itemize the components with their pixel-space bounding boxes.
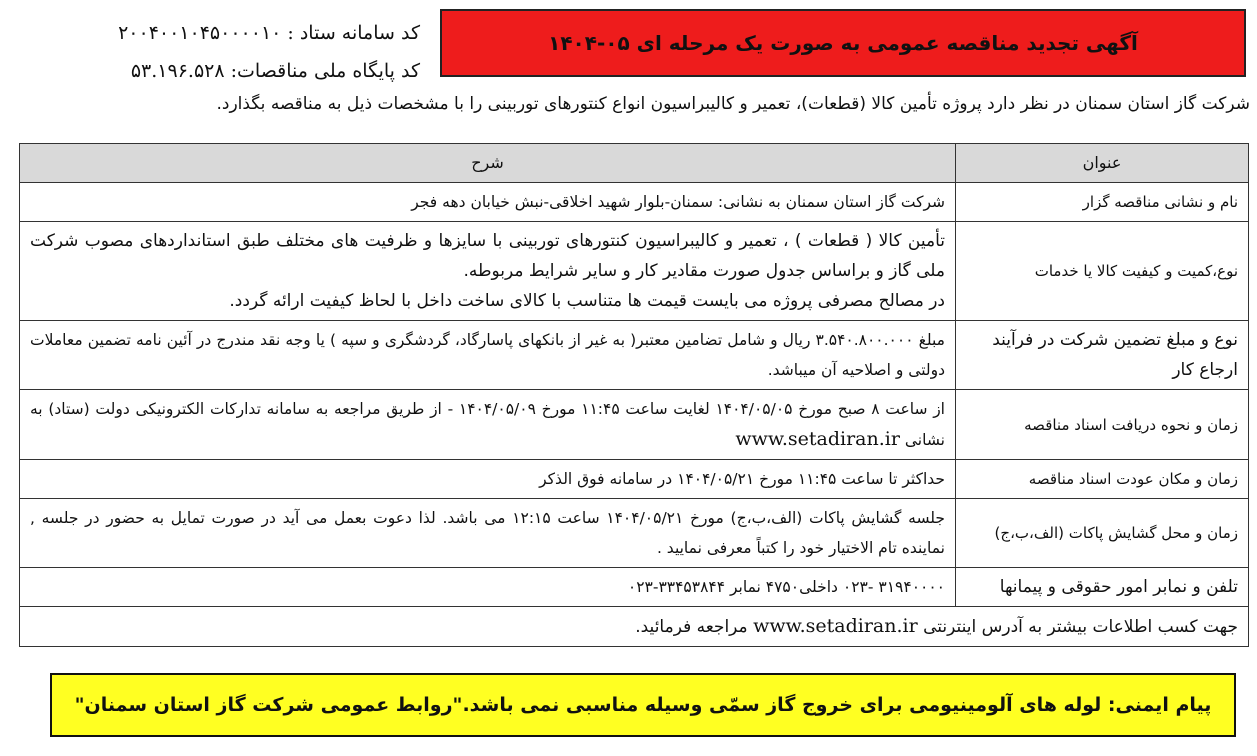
row-label: نوع،کمیت و کیفیت کالا یا خدمات [956,222,1249,321]
safety-warning-banner [50,673,1236,737]
row-desc: ۳۱۹۴۰۰۰۰ -۰۲۳ داخلی۴۷۵۰ نمابر ۳۳۴۵۳۸۴۴-۰۲۳ [20,568,956,607]
row-label: زمان و محل گشایش پاکات (الف،ب،ج) [956,499,1249,568]
table-row [20,460,1249,499]
row-desc [20,222,956,321]
footer-pre: جهت کسب اطلاعات بیشتر به آدرس اینترنتی [923,617,1238,637]
tender-base-code: کد پایگاه ملی مناقصات: ۵۳.۱۹۶.۵۲۸ [130,60,420,82]
row-desc [20,390,956,460]
row-label: نام و نشانی مناقصه گزار [956,183,1249,222]
setad-link[interactable]: www.setadiran.ir [735,428,900,450]
table-header-row [20,144,1249,183]
codes-block [40,14,420,90]
table-row [20,390,1249,460]
table-footer-row [20,607,1249,647]
row-desc: مبلغ ۳.۵۴۰.۸۰۰.۰۰۰ ریال و شامل تضامین معتبر( به غیر از بانکهای پاسارگاد، گردشگری و سپه ) یا وجه نقد مندرج در آئین نامه تضمین معاملات دولتی و اصلاحیه آن میباشد. [20,321,956,390]
table-row [20,568,1249,607]
row-label: زمان و نحوه دریافت اسناد مناقصه [956,390,1249,460]
footer-cell [20,607,1249,647]
footer-link[interactable]: www.setadiran.ir [753,615,918,637]
row-desc: حداکثر تا ساعت ۱۱:۴۵ مورخ ۱۴۰۴/۰۵/۲۱ در سامانه فوق الذکر [20,460,956,499]
intro-text: شرکت گاز استان سمنان در نظر دارد پروژه تأمین کالا (قطعات)، تعمیر و کالیبراسیون انواع کنتورهای توربینی را با مشخصات ذیل به مناقصه بگذارد. [216,94,1250,114]
tender-table [19,143,1249,647]
row-desc-line: تأمین کالا ( قطعات ) ، تعمیر و کالیبراسیون کنتورهای توربینی با سایزها و ظرفیت های مختلف طبق استانداردهای مصوب شرکت ملی گاز و براساس جدول صورت مقادیر کار و سایر شرایط مربوطه. [30,231,945,281]
row-desc-text: از ساعت ۸ صبح مورخ ۱۴۰۴/۰۵/۰۵ لغایت ساعت ۱۱:۴۵ مورخ ۱۴۰۴/۰۵/۰۹ - از طریق مراجعه به سامانه تدارکات الکترونیکی دولت (ستاد) به نشانی [30,400,945,449]
table-row [20,321,1249,390]
table-row [20,222,1249,321]
footer-post: مراجعه فرمائید. [635,617,748,637]
title-banner [440,9,1246,77]
table-row [20,183,1249,222]
row-desc: شرکت گاز استان سمنان به نشانی: سمنان-بلوار شهید اخلاقی-نبش خیابان دهه فجر [20,183,956,222]
header-label: عنوان [956,144,1249,183]
header-desc: شرح [20,144,956,183]
setad-code: کد سامانه ستاد : ۲۰۰۴۰۰۱۰۴۵۰۰۰۰۱۰ [118,22,420,44]
table-row [20,499,1249,568]
row-label: تلفن و نمابر امور حقوقی و پیمانها [956,568,1249,607]
page-title: آگهی تجدید مناقصه عمومی به صورت یک مرحله ای ۰۵-۱۴۰۴ [548,31,1138,55]
safety-warning-text: پیام ایمنی: لوله های آلومینیومی برای خروج گاز سمّی وسیله مناسبی نمی باشد."روابط عمومی شرکت گاز استان سمنان" [74,694,1212,716]
row-label: زمان و مکان عودت اسناد مناقصه [956,460,1249,499]
row-desc-line: در مصالح مصرفی پروژه می بایست قیمت ها متناسب با کالای ساخت داخل با لحاظ کیفیت ارائه گردد. [229,291,945,311]
row-label: نوع و مبلغ تضمین شرکت در فرآیند ارجاع کار [956,321,1249,390]
row-desc: جلسه گشایش پاکات (الف،ب،ج) مورخ ۱۴۰۴/۰۵/۲۱ ساعت ۱۲:۱۵ می باشد. لذا دعوت بعمل می آید در صورت تمایل به حضور در جلسه , نماینده تام الاختیار خود را کتباً معرفی نمایید . [20,499,956,568]
